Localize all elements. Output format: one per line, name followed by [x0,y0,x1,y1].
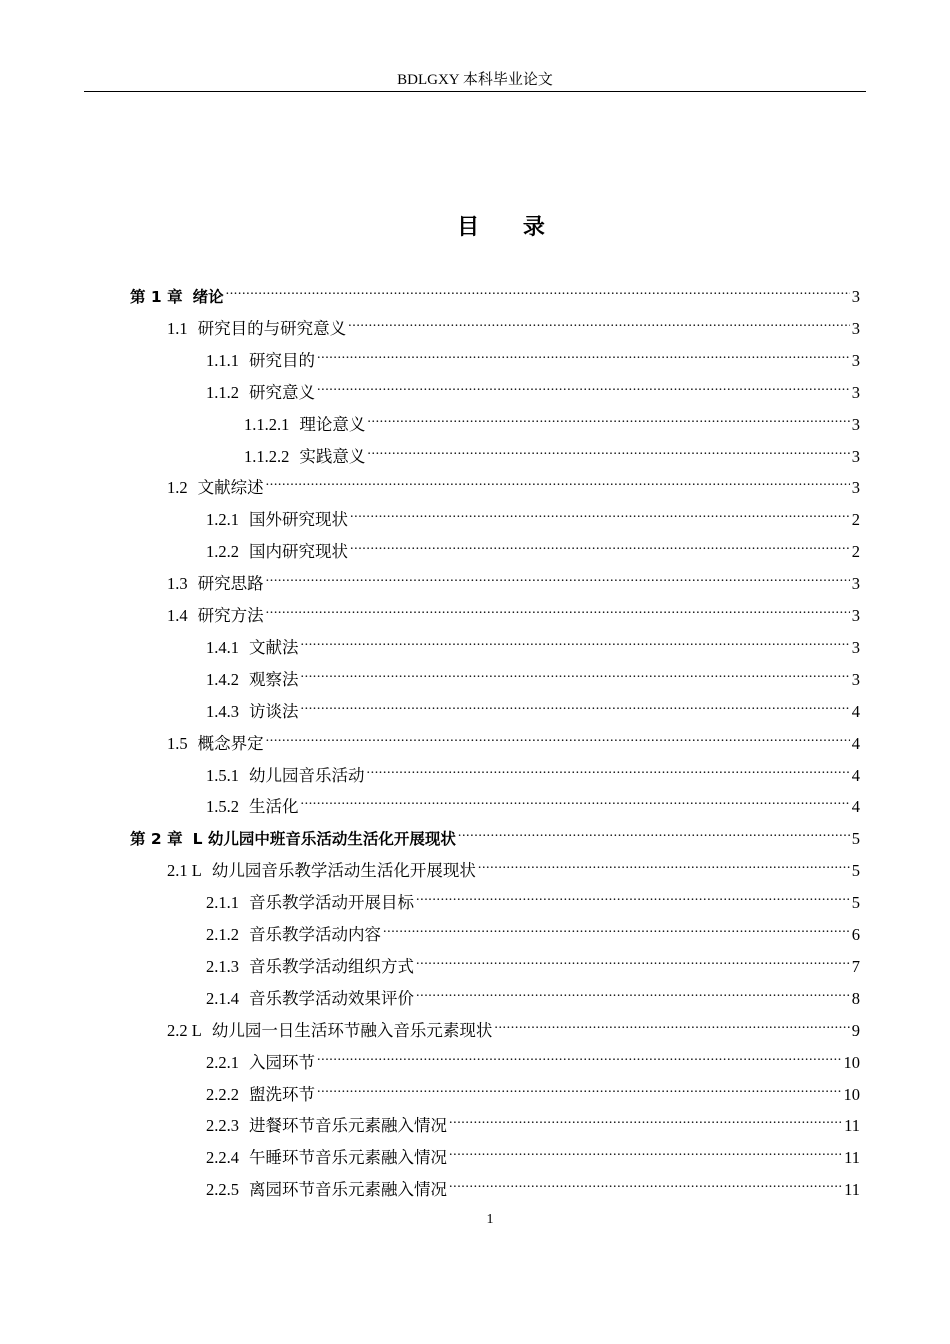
toc-leader-dots [367,438,849,462]
toc-entry-page: 3 [851,637,860,657]
toc-entry-number: 1.4.3 [206,701,239,721]
toc-entry[interactable] [167,597,860,625]
toc-entry-number: 2.1.4 [206,988,239,1008]
toc-entry-page: 2 [851,542,860,562]
toc-entry[interactable] [206,948,860,976]
toc-entry-title: 盥洗环节 [249,1084,315,1104]
toc-entry-number: 1.4.2 [206,669,239,689]
toc-entry[interactable] [167,852,860,881]
toc-entry-page: 2 [851,510,860,530]
toc-entry-number: 2.2 L [167,1020,202,1040]
toc-entry-title: 音乐教学活动开展目标 [249,893,414,913]
toc-entry[interactable] [167,1012,860,1040]
toc-entry-number: 1.1 [167,318,188,338]
toc-entry-title: 进餐环节音乐元素融入情况 [249,1116,447,1136]
toc-leader-dots [317,374,850,398]
toc-entry-title: 研究目的 [249,350,315,370]
toc-entry[interactable] [206,501,860,530]
toc-entry[interactable] [167,310,860,338]
toc-entry-title: 研究方法 [197,606,264,625]
toc-entry-number: 1.2.2 [206,542,239,562]
toc-entry-page: 5 [851,893,860,913]
header-rule [84,91,866,92]
toc-entry-number: 1.1.1 [206,350,239,370]
toc-leader-dots [266,725,850,749]
toc-entry-title: 访谈法 [249,701,299,721]
toc-entry-title: 研究意义 [249,382,315,402]
toc-entry-title: 概念界定 [197,733,264,753]
toc-entry-page: 9 [851,1020,860,1040]
toc-entry-title: 研究目的与研究意义 [197,318,347,338]
toc-entry[interactable] [167,725,860,753]
toc-entry[interactable] [206,1076,860,1104]
toc-entry-title: 幼儿园音乐活动 [249,765,365,785]
toc-entry[interactable] [206,916,860,944]
toc-entry-page: 3 [851,287,860,306]
toc-leader-dots [383,916,850,940]
toc-entry-number: 1.1.2.1 [244,414,290,434]
toc-entry-page: 11 [844,1148,860,1168]
toc-entry[interactable] [130,820,860,849]
toc-entry-title: 入园环节 [249,1052,315,1072]
toc-entry[interactable] [206,1171,860,1200]
toc-entry-page: 7 [851,956,860,976]
toc-entry-page: 4 [851,701,860,721]
toc-leader-dots [301,661,850,685]
toc-entry-number: 第 2 章 [130,830,183,849]
toc-entry-page: 4 [851,797,860,817]
toc-entry-number: 1.4 [167,606,188,625]
toc-entry[interactable] [130,278,860,306]
toc-entry[interactable] [206,1139,860,1168]
toc-entry[interactable] [206,342,860,370]
toc-entry[interactable] [244,438,860,466]
toc-entry-title: 离园环节音乐元素融入情况 [249,1180,447,1200]
toc-leader-dots [348,310,850,334]
toc-leader-dots [350,533,850,557]
toc-entry-number: 2.2.4 [206,1148,239,1168]
toc-entry[interactable] [206,788,860,817]
toc-entry-page: 11 [844,1116,860,1136]
toc-entry-page: 3 [851,478,860,498]
toc-entry-page: 3 [851,446,860,466]
toc-entry-page: 4 [851,733,860,753]
toc-entry-page: 3 [851,669,860,689]
toc-entry-title: 幼儿园一日生活环节融入音乐元素现状 [211,1020,493,1040]
toc-entry-number: 1.2 [167,478,188,498]
toc-entry[interactable] [206,629,860,657]
toc-entry-title: 午睡环节音乐元素融入情况 [249,1148,447,1168]
toc-entry-number: 1.3 [167,574,188,594]
page-header: BDLGXY 本科毕业论文 [397,72,553,88]
toc-leader-dots [317,342,850,366]
toc-leader-dots [449,1107,842,1131]
toc-leader-dots [266,565,850,589]
toc-leader-dots [226,278,850,302]
toc-leader-dots [266,469,850,493]
toc-leader-dots [317,1076,842,1100]
toc-entry-title: 生活化 [249,797,299,817]
toc-entry[interactable] [206,374,860,402]
toc-entry-page: 10 [843,1052,860,1072]
toc-entry-title: 观察法 [249,669,299,689]
toc-entry-page: 3 [851,382,860,402]
toc-leader-dots [478,852,850,876]
toc-entry-title: 文献法 [249,637,299,657]
toc-entry-number: 第 1 章 [130,288,183,306]
toc-entry[interactable] [206,1044,860,1072]
toc-entry-number: 1.1.2.2 [244,446,290,466]
toc-entry-title: 幼儿园音乐教学活动生活化开展现状 [211,861,476,881]
toc-entry-number: 1.1.2 [206,382,239,402]
toc-entry-title: 绪论 [192,288,224,306]
toc-entry[interactable] [206,1107,860,1136]
toc-entry-number: 2.2.3 [206,1116,239,1136]
toc-entry[interactable] [206,757,860,785]
toc-entry-page: 3 [851,414,860,434]
toc-entry-number: 2.2.1 [206,1052,239,1072]
toc-entry-number: 1.5 [167,733,188,753]
toc-entry-title: 文献综述 [197,478,264,498]
toc-entry-page: 5 [851,829,860,849]
toc-leader-dots [449,1171,842,1195]
toc-entry[interactable] [206,533,860,562]
toc-entry-page: 6 [851,925,860,944]
toc-leader-dots [367,757,850,781]
toc-leader-dots [449,1139,842,1163]
toc-entry-title: 实践意义 [299,446,366,466]
toc-entry-number: 2.2.2 [206,1084,239,1104]
toc-entry-number: 1.5.2 [206,797,239,817]
toc-entry-number: 1.5.1 [206,765,239,785]
toc-entry-number: 1.4.1 [206,637,239,657]
toc-entry[interactable] [244,406,860,434]
toc-title: 目 录 [457,215,563,240]
toc-entry-title: 理论意义 [299,414,366,434]
toc-entry-title: 音乐教学活动组织方式 [249,956,414,976]
toc-entry-page: 5 [851,861,860,881]
toc-leader-dots [301,693,850,717]
toc-entry-page: 3 [851,318,860,338]
toc-entry-number: 2.1 L [167,861,202,881]
page-number: 1 [486,1212,494,1227]
toc-entry[interactable] [167,469,860,498]
toc-entry-number: 2.1.3 [206,956,239,976]
toc-leader-dots [301,788,850,812]
toc-entry-page: 3 [851,606,860,625]
toc-entry-page: 4 [851,765,860,785]
toc-entry-page: 11 [844,1180,860,1200]
toc-leader-dots [416,980,850,1004]
toc-entry[interactable] [167,565,860,594]
toc-entry-number: 2.1.2 [206,925,239,944]
toc-entry-title: 国外研究现状 [249,510,348,530]
toc-entry[interactable] [206,661,860,689]
toc-leader-dots [367,406,849,430]
toc-entry-number: 2.2.5 [206,1180,239,1200]
toc-entry-title: 研究思路 [197,574,264,594]
toc-entry[interactable] [206,980,860,1008]
toc-leader-dots [494,1012,849,1036]
toc-entry-page: 3 [851,574,860,594]
toc-entry[interactable] [206,884,860,913]
toc-entry-page: 10 [843,1084,860,1104]
toc-entry-number: 1.2.1 [206,510,239,530]
toc-entry[interactable] [206,693,860,721]
toc-entry-title: 音乐教学活动效果评价 [249,988,414,1008]
toc-entry-page: 3 [851,350,860,370]
toc-entry-title: 音乐教学活动内容 [249,925,381,944]
toc-leader-dots [350,501,850,525]
toc-leader-dots [416,948,850,972]
toc-entry-number: 2.1.1 [206,893,239,913]
toc-leader-dots [416,884,850,908]
toc-entry-page: 8 [851,988,860,1008]
toc-leader-dots [458,820,850,844]
toc-leader-dots [266,597,850,621]
toc-leader-dots [317,1044,842,1068]
toc-entry-title: 国内研究现状 [249,542,348,562]
toc-leader-dots [301,629,850,653]
toc-entry-title: L 幼儿园中班音乐活动生活化开展现状 [192,830,456,849]
